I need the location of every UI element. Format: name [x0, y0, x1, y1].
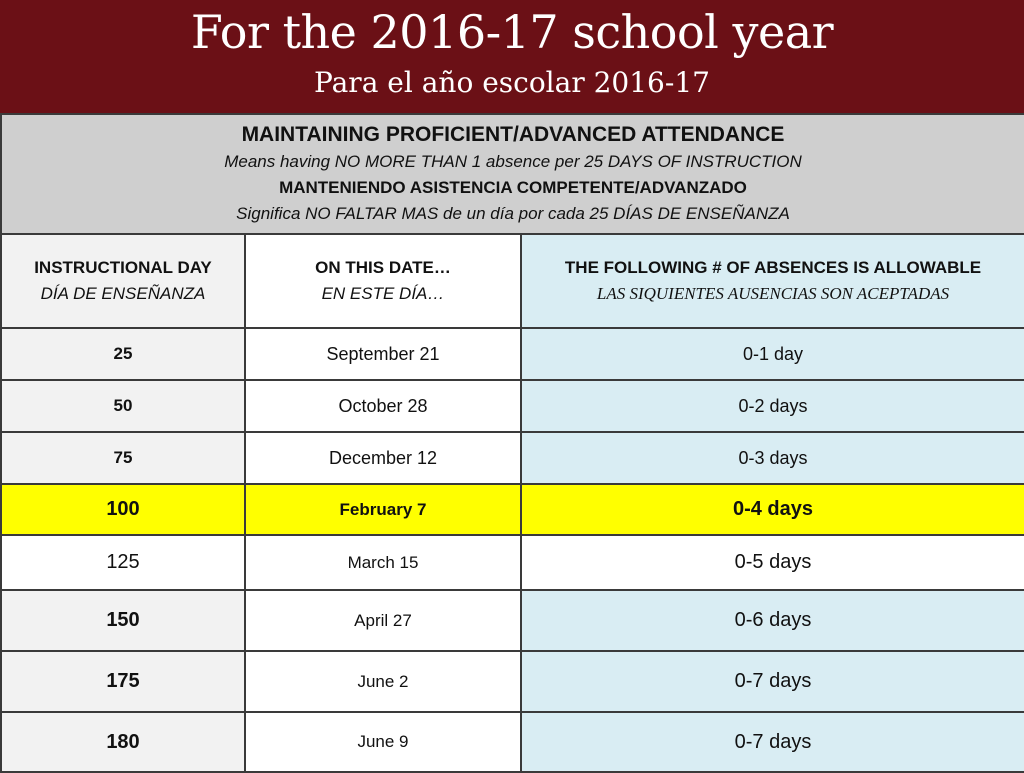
absences-cell: 0-3 days	[521, 432, 1024, 484]
instructional-day-cell: 175	[1, 651, 245, 712]
absences-cell: 0-7 days	[521, 651, 1024, 712]
instructional-day-cell: 50	[1, 380, 245, 432]
date-cell: June 2	[245, 651, 521, 712]
table-row	[1, 535, 1024, 590]
date-cell: June 9	[245, 712, 521, 772]
date-cell: March 15	[245, 535, 521, 590]
column-header-instructional-day	[1, 234, 245, 328]
table-row	[1, 328, 1024, 380]
instructional-day-cell: 100	[1, 484, 245, 535]
column-header-absences	[521, 234, 1024, 328]
absences-cell: 0-6 days	[521, 590, 1024, 651]
absences-cell: 0-1 day	[521, 328, 1024, 380]
instructional-day-cell: 150	[1, 590, 245, 651]
banner-heading-en: MAINTAINING PROFICIENT/ADVANCED ATTENDANCE	[241, 123, 785, 146]
banner-cell	[1, 114, 1024, 234]
date-cell: April 27	[245, 590, 521, 651]
column-header-label-en: THE FOLLOWING # OF ABSENCES IS ALLOWABLE	[564, 258, 982, 277]
table-row-highlighted	[1, 484, 1024, 535]
absences-cell: 0-5 days	[521, 535, 1024, 590]
instructional-day-cell: 125	[1, 535, 245, 590]
column-header-row	[1, 234, 1024, 328]
date-cell: February 7	[245, 484, 521, 535]
table-row	[1, 380, 1024, 432]
page-subtitle: Para el año escolar 2016-17	[314, 66, 710, 99]
banner-description-es: Significa NO FALTAR MAS de un día por cada 25 DÍAS DE ENSEÑANZA	[236, 204, 790, 223]
instructional-day-cell: 25	[1, 328, 245, 380]
attendance-table	[0, 113, 1024, 773]
column-header-label-es: EN ESTE DÍA…	[321, 284, 445, 303]
date-cell: December 12	[245, 432, 521, 484]
table-row	[1, 712, 1024, 772]
banner-heading-es: MANTENIENDO ASISTENCIA COMPETENTE/ADVANZADO	[279, 178, 747, 197]
table-banner-row	[1, 114, 1024, 234]
instructional-day-cell: 180	[1, 712, 245, 772]
table-row	[1, 432, 1024, 484]
date-cell: October 28	[245, 380, 521, 432]
column-header-label-en: ON THIS DATE…	[315, 258, 451, 277]
column-header-label-es: LAS SIQUIENTES AUSENCIAS SON ACEPTADAS	[596, 284, 950, 303]
page-title: For the 2016-17 school year	[190, 5, 834, 59]
date-cell: September 21	[245, 328, 521, 380]
column-header-label-en: INSTRUCTIONAL DAY	[34, 258, 212, 277]
title-banner	[0, 0, 1024, 113]
absences-cell: 0-2 days	[521, 380, 1024, 432]
table-row	[1, 651, 1024, 712]
table-row	[1, 590, 1024, 651]
banner-description-en: Means having NO MORE THAN 1 absence per 25 DAYS OF INSTRUCTION	[224, 152, 802, 171]
absences-cell: 0-4 days	[521, 484, 1024, 535]
instructional-day-cell: 75	[1, 432, 245, 484]
column-header-label-es: DÍA DE ENSEÑANZA	[40, 284, 206, 303]
column-header-date	[245, 234, 521, 328]
absences-cell: 0-7 days	[521, 712, 1024, 772]
